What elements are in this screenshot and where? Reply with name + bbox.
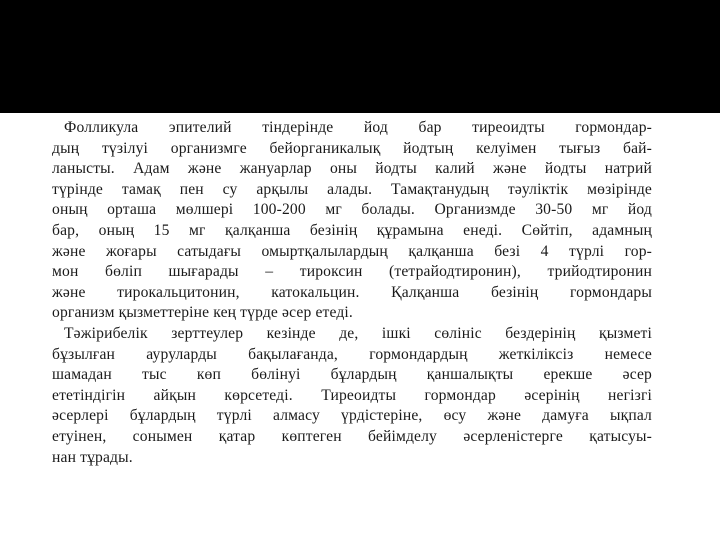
document-text [52,118,652,468]
text-line: организм қызметтеріне кең түрде әсер етеді. [52,304,353,322]
black-header-band [0,0,720,113]
text-line: және тирокальцитонин, катокальцин. Қалқанша безінің гормондары [52,283,652,301]
text-line: нан тұрады. [52,448,133,466]
text-line: дың түзілуі организмге бейорганикалық йодтың келуімен тығыз бай- [52,139,652,157]
text-line: ланысты. Адам және жануарлар оны йодты калий және йодты натрий [52,160,652,178]
text-line: және жоғары сатыдағы омыртқалылардың қалқанша безі 4 түрлі гор- [52,242,652,260]
text-line: бар, оның 15 мг қалқанша безінің құрамына енеді. Сөйтіп, адамның [52,221,652,239]
text-line: ететіндігін айқын көрсетеді. Тиреоидты гормондар әсерінің негізгі [52,386,652,404]
text-line: мон бөліп шығарады – тироксин (тетрайодтиронин), трийодтиронин [52,263,652,281]
text-line: әсерлері бұлардың түрлі алмасу үрдістеріне, өсу және дамуға ықпал [52,407,652,425]
text-line: бұзылған ауруларды бақылағанда, гормондардың жеткіліксіз немесе [52,345,652,363]
text-line: Фолликула эпителий тіндерінде йод бар тиреоидты гормондар- [64,119,652,136]
text-line: шамадан тыс көп бөлінуі бұлардың қаншалықты ерекше әсер [52,366,652,384]
text-line: оның орташа мөлшері 100-200 мг болады. Организмде 30-50 мг йод [52,201,652,219]
text-line: Тәжірибелік зерттеулер кезінде де, ішкі сөлініс бездерінің қызметі [64,324,652,342]
text-line: түрінде тамақ пен су арқылы алады. Тамақтанудың тәуліктік мөзірінде [52,180,652,198]
text-line: етуінен, сонымен қатар көптеген бейімделу әсерленістерге қатысуы- [52,427,652,445]
